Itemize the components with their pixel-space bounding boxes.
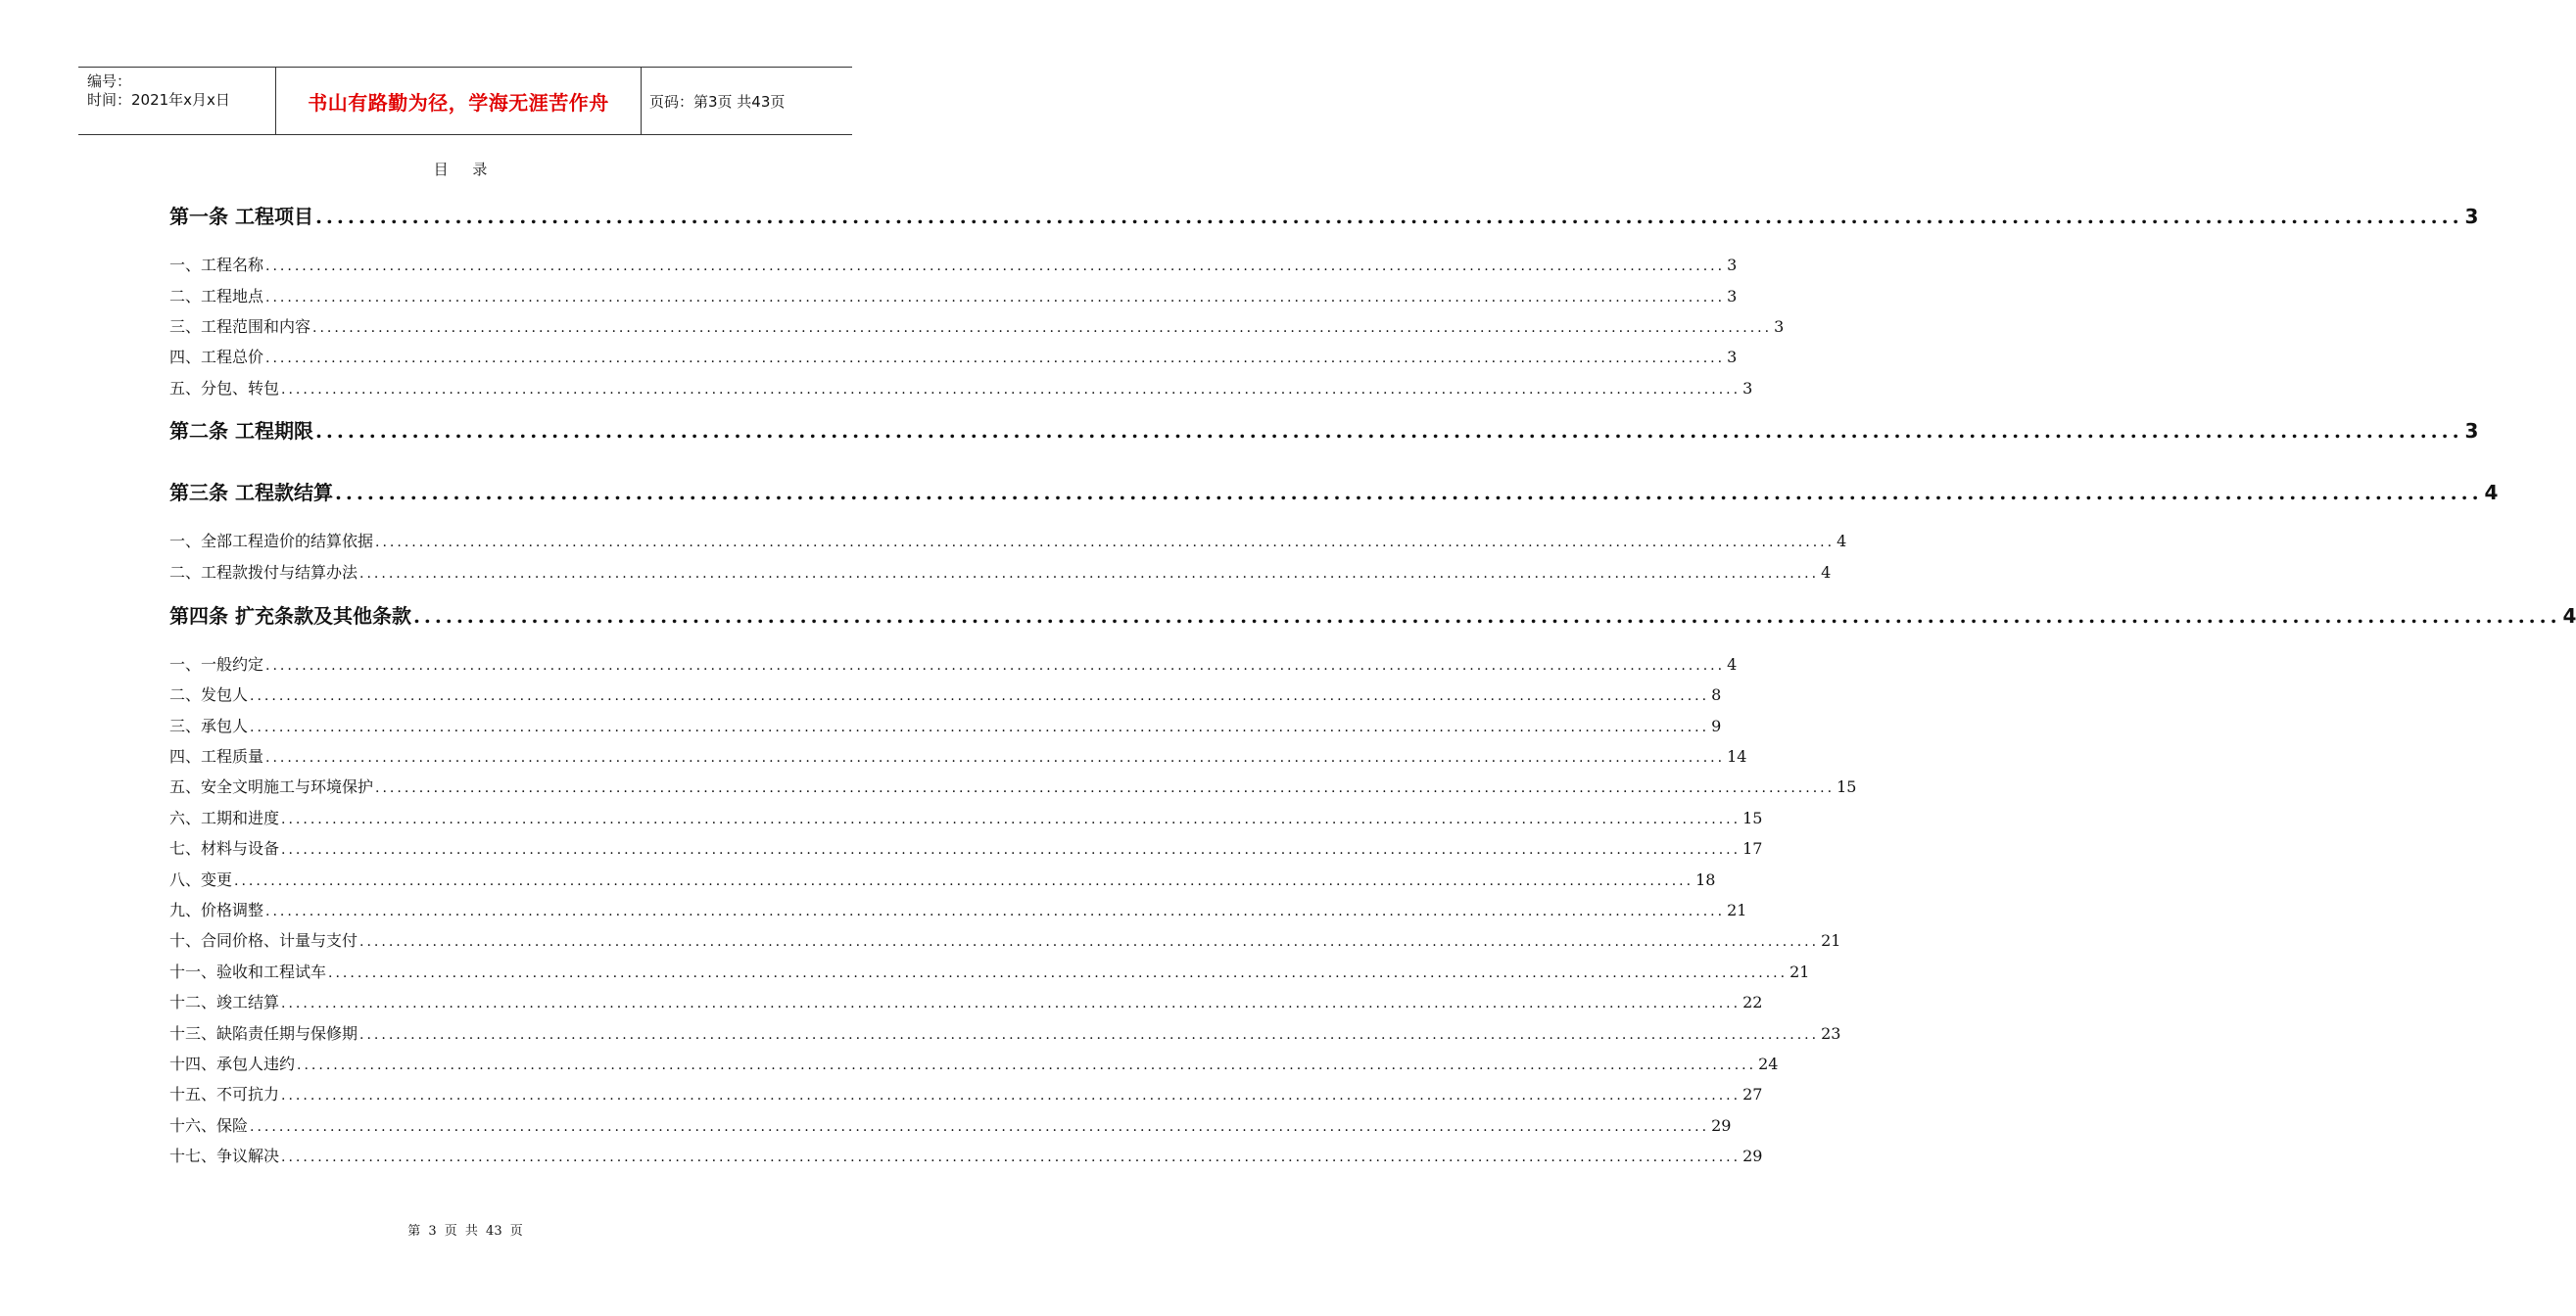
toc-chapter-entry[interactable] (169, 477, 2499, 505)
toc-entry-title: 二、发包人 (169, 685, 249, 704)
toc-entry-page: 9 (1711, 717, 1722, 735)
toc-section-entry[interactable] (169, 529, 1847, 551)
toc-entry-page: 4 (1837, 532, 1847, 550)
toc-leader-dots: ........................................................................................................................................................................................................ (265, 750, 1726, 766)
toc-entry-title: 第一条 工程项目 (169, 205, 313, 228)
toc-entry-title: 十五、不可抗力 (169, 1085, 280, 1104)
toc-entry-title: 二、工程地点 (169, 287, 264, 306)
toc-entry-page: 15 (1837, 777, 1857, 796)
toc-entry-page: 4 (2484, 481, 2499, 504)
toc-entry-page: 3 (1742, 379, 1753, 398)
toc-leader-dots: ........................................................................................................................................................................................................ (250, 720, 1710, 735)
toc-entry-title: 五、分包、转包 (169, 379, 280, 398)
toc-leader-dots: ........................................................................................................................................................................................................ (314, 205, 2463, 228)
toc-entry-title: 九、价格调整 (169, 901, 264, 919)
page-footer: 第 3 页 共 43 页 (407, 1224, 523, 1239)
toc-leader-dots: ........................................................................................................................................................................................................ (412, 604, 2561, 628)
toc-entry-title: 四、工程质量 (169, 747, 264, 766)
toc-leader-dots: ........................................................................................................................................................................................................ (265, 290, 1726, 306)
toc-entry-title: 一、一般约定 (169, 655, 264, 674)
toc-entry-page: 3 (1727, 256, 1738, 274)
number-label: 编号： (87, 72, 132, 90)
toc-entry-page: 22 (1742, 993, 1763, 1011)
header-meta (78, 68, 274, 134)
toc-entry-title: 十四、承包人违约 (169, 1055, 296, 1073)
toc-section-entry[interactable] (169, 928, 1841, 951)
toc-entry-page: 29 (1711, 1116, 1732, 1135)
toc-section-entry[interactable] (169, 652, 1738, 675)
toc-entry-page: 4 (2562, 604, 2576, 628)
toc-section-entry[interactable] (169, 836, 1763, 859)
toc-leader-dots: ........................................................................................................................................................................................................ (281, 812, 1741, 827)
toc-entry-page: 15 (1742, 809, 1763, 827)
header-motto: 书山有路勤为径，学海无涯苦作舟 (308, 90, 609, 115)
toc-entry-page: 29 (1742, 1147, 1763, 1165)
toc-leader-dots: ........................................................................................................................................................................................................ (250, 688, 1710, 704)
toc-entry-page: 3 (1727, 287, 1738, 306)
toc-entry-page: 27 (1742, 1085, 1763, 1104)
toc-section-entry[interactable] (169, 253, 1738, 275)
toc-section-entry[interactable] (169, 284, 1738, 306)
toc-entry-title: 三、工程范围和内容 (169, 317, 311, 336)
toc-entry-page: 8 (1711, 685, 1722, 704)
toc-section-entry[interactable] (169, 1113, 1732, 1136)
toc-entry-title: 十二、竣工结算 (169, 993, 280, 1011)
toc-entry-title: 三、承包人 (169, 717, 249, 735)
toc-entry-page: 4 (1821, 563, 1832, 582)
toc-section-entry[interactable] (169, 560, 1832, 583)
toc-section-entry[interactable] (169, 806, 1763, 828)
toc-entry-page: 23 (1821, 1024, 1841, 1043)
toc-leader-dots: ........................................................................................................................................................................................................ (234, 873, 1694, 889)
toc-entry-page: 17 (1742, 839, 1763, 858)
toc-section-entry[interactable] (169, 898, 1747, 920)
toc-leader-dots: ........................................................................................................................................................................................................ (281, 1088, 1741, 1104)
toc-entry-title: 一、全部工程造价的结算依据 (169, 532, 374, 550)
toc-entry-title: 十三、缺陷责任期与保修期 (169, 1024, 358, 1043)
toc-entry-title: 六、工期和进度 (169, 809, 280, 827)
header-motto-cell (275, 68, 642, 134)
toc-entry-title: 四、工程总价 (169, 348, 264, 366)
toc-leader-dots: ........................................................................................................................................................................................................ (328, 965, 1789, 981)
toc-leader-dots: ........................................................................................................................................................................................................ (359, 1027, 1820, 1043)
toc-entry-page: 3 (2464, 419, 2479, 443)
toc-leader-dots: ........................................................................................................................................................................................................ (250, 1119, 1710, 1135)
toc-chapter-entry[interactable] (169, 415, 2479, 444)
toc-leader-dots: ........................................................................................................................................................................................................ (314, 419, 2463, 443)
page-header (78, 67, 852, 135)
toc-leader-dots: ........................................................................................................................................................................................................ (281, 842, 1741, 858)
toc-section-entry[interactable] (169, 1144, 1763, 1166)
toc-entry-page: 21 (1789, 963, 1810, 981)
toc-chapter-entry[interactable] (169, 600, 2576, 629)
toc-section-entry[interactable] (169, 314, 1785, 337)
toc-entry-page: 4 (1727, 655, 1738, 674)
toc-section-entry[interactable] (169, 376, 1753, 399)
toc-section-entry[interactable] (169, 744, 1747, 767)
toc-leader-dots: ........................................................................................................................................................................................................ (281, 382, 1741, 398)
toc-chapter-entry[interactable] (169, 201, 2479, 229)
toc-leader-dots: ........................................................................................................................................................................................................ (375, 535, 1836, 550)
toc-leader-dots: ........................................................................................................................................................................................................ (265, 658, 1726, 674)
header-page-info: 页码：第3页 共43页 (649, 92, 786, 111)
toc-section-entry[interactable] (169, 714, 1722, 736)
toc-section-entry[interactable] (169, 868, 1716, 890)
toc-leader-dots: ........................................................................................................................................................................................................ (359, 934, 1820, 950)
toc-leader-dots: ........................................................................................................................................................................................................ (281, 996, 1741, 1011)
toc-leader-dots: ........................................................................................................................................................................................................ (334, 481, 2483, 504)
toc-section-entry[interactable] (169, 775, 1857, 797)
toc-section-entry[interactable] (169, 1052, 1779, 1074)
toc-entry-title: 二、工程款拨付与结算办法 (169, 563, 358, 582)
toc-section-entry[interactable] (169, 990, 1763, 1012)
toc-entry-page: 3 (1727, 348, 1738, 366)
toc-entry-page: 21 (1821, 931, 1841, 950)
toc-leader-dots: ........................................................................................................................................................................................................ (297, 1058, 1757, 1073)
toc-entry-page: 3 (1774, 317, 1785, 336)
toc-entry-title: 第二条 工程期限 (169, 419, 313, 443)
toc-leader-dots: ........................................................................................................................................................................................................ (359, 566, 1820, 582)
toc-leader-dots: ........................................................................................................................................................................................................ (312, 320, 1773, 336)
toc-entry-title: 一、工程名称 (169, 256, 264, 274)
toc-title: 目 录 (433, 161, 498, 178)
toc-leader-dots: ........................................................................................................................................................................................................ (281, 1150, 1741, 1165)
toc-section-entry[interactable] (169, 1082, 1763, 1104)
toc-entry-title: 十七、争议解决 (169, 1147, 280, 1165)
time-label: 时间：2021年x月x日 (87, 91, 230, 109)
toc-entry-title: 十、合同价格、计量与支付 (169, 931, 358, 950)
toc-entry-page: 18 (1695, 870, 1716, 889)
toc-section-entry[interactable] (169, 345, 1738, 367)
toc-entry-title: 第三条 工程款结算 (169, 481, 333, 504)
toc-entry-page: 21 (1727, 901, 1747, 919)
toc-leader-dots: ........................................................................................................................................................................................................ (265, 904, 1726, 919)
toc-section-entry[interactable] (169, 960, 1810, 982)
toc-section-entry[interactable] (169, 1021, 1841, 1044)
toc-entry-title: 第四条 扩充条款及其他条款 (169, 604, 411, 628)
toc-leader-dots: ........................................................................................................................................................................................................ (265, 258, 1726, 274)
toc-leader-dots: ........................................................................................................................................................................................................ (265, 351, 1726, 366)
toc-section-entry[interactable] (169, 682, 1722, 705)
toc-entry-title: 十六、保险 (169, 1116, 249, 1135)
toc-entry-page: 14 (1727, 747, 1747, 766)
toc-leader-dots: ........................................................................................................................................................................................................ (375, 780, 1836, 796)
toc-entry-title: 七、材料与设备 (169, 839, 280, 858)
toc-entry-title: 八、变更 (169, 870, 233, 889)
toc-entry-title: 十一、验收和工程试车 (169, 963, 327, 981)
toc-entry-page: 3 (2464, 205, 2479, 228)
toc-entry-title: 五、安全文明施工与环境保护 (169, 777, 374, 796)
toc-entry-page: 24 (1758, 1055, 1779, 1073)
